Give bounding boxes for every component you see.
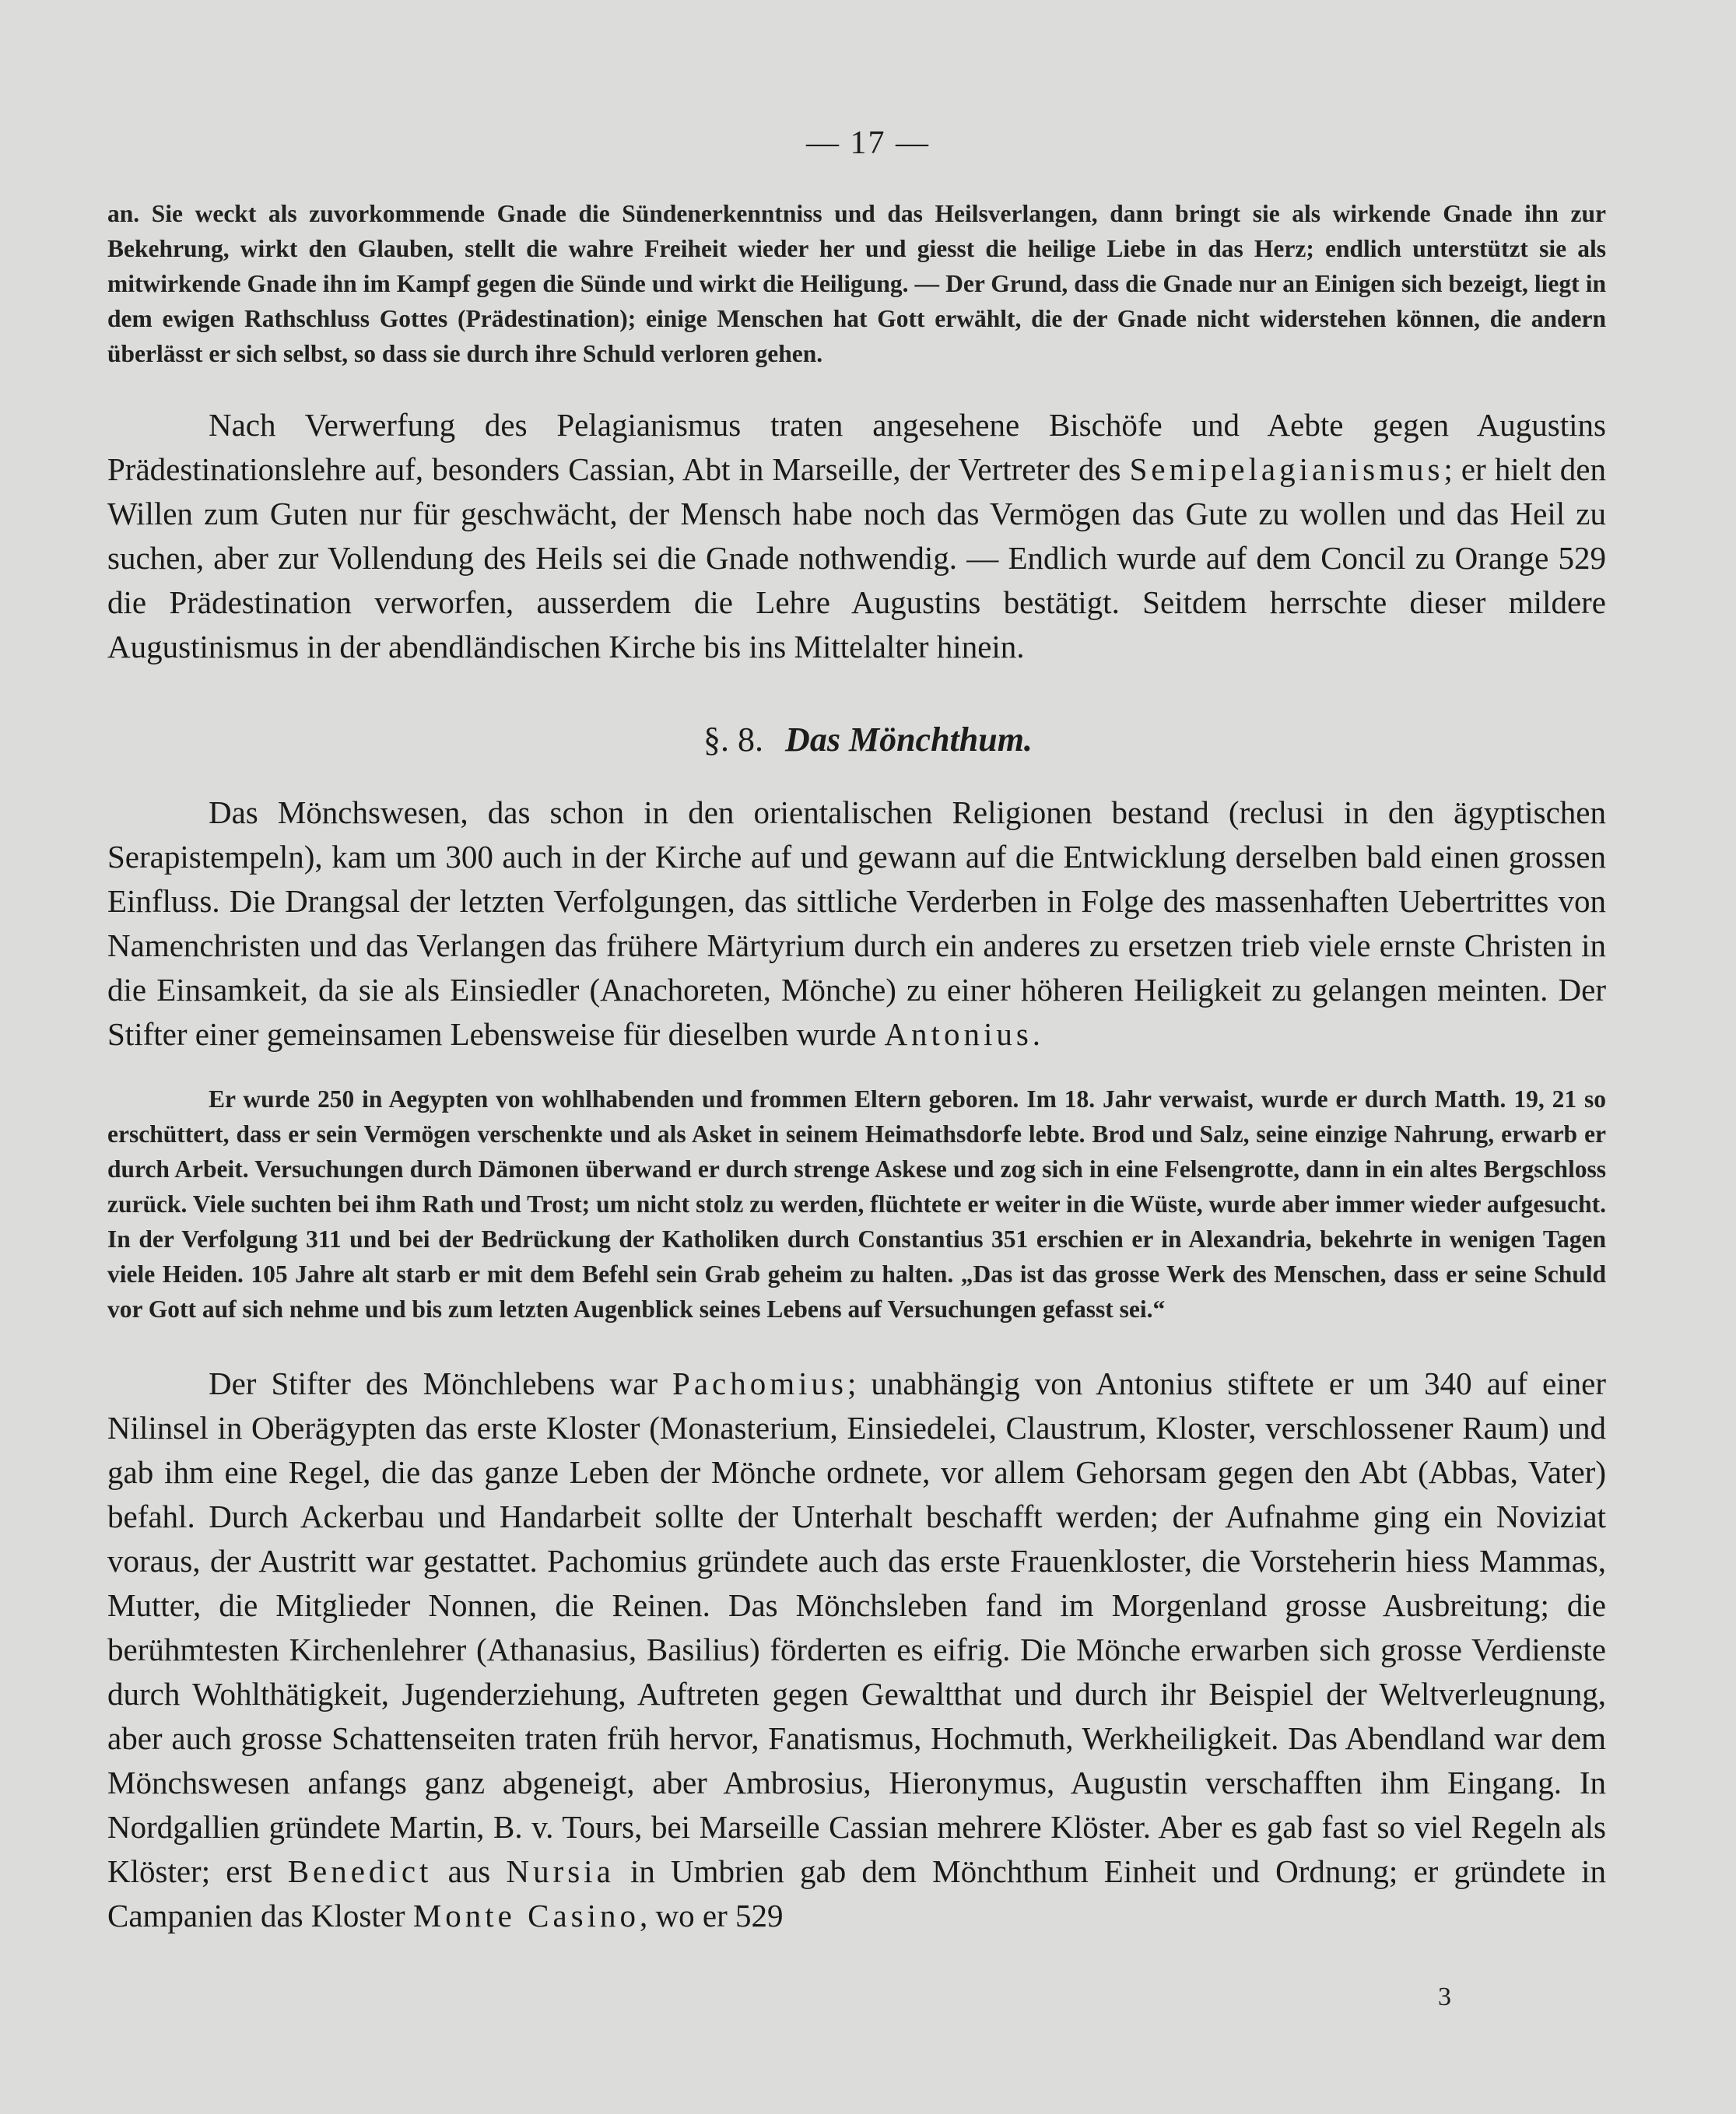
paragraph-text: Er wurde 250 in Aegypten von wohlhabenden und frommen Eltern geboren. Im 18. Jahr verwaist, wurde er durch Matth. 19, 21 so erschüttert, dass er sein Vermögen verschenkte und als Asket in seinem Heimathsdorfe lebte. Brod und Salz, seine einzige Nahrung, erwarb er durch Arbeit. Versuchungen durch Dämonen überwand er durch strenge Askese und zog sich in eine Felsengrotte, dann in ein altes Bergschloss zurück. Viele suchten bei ihm Rath und Trost; um nicht stolz zu werden, flüchtete er weiter in die Wüste, wurde aber immer wieder aufgesucht. In der Verfolgung 311 und bei der Bedrückung der Katholiken durch Constantius 351 erschien er in Alexandria, bekehrte in wenigen Tagen viele Heiden. 105 Jahre alt starb er mit dem Befehl sein Grab geheim zu halten. „Das ist das grosse Werk des Menschen, dass er seine Schuld vor Gott auf sich nehme und bis zum letzten Augenblick seines Lebens auf Versuchungen gefasst sei.“ bbox=[107, 1085, 1606, 1323]
paragraph-antonius-bio bbox=[107, 1082, 1606, 1327]
emphasis-semipelagianismus: Semipelagianismus bbox=[1129, 451, 1444, 487]
emphasis-antonius: Antonius bbox=[884, 1016, 1033, 1052]
paragraph-grace-doctrine bbox=[107, 196, 1606, 371]
paragraph-text bbox=[107, 791, 1606, 1057]
paragraph-text bbox=[107, 1362, 1606, 1938]
text-run: Das Mönchswesen, das schon in den orientalischen Religionen bestand (reclusi in den ägyptischen Serapistempeln), kam um 300 auch in der Kirche auf und gewann auf die Entwicklung derselben bald einen grossen Einfluss. Die Drangsal der letzten Verfolgungen, das sittliche Verderben in Folge des massenhaften Uebertrittes von Namenchristen und das Verlangen das frühere Märtyrium durch ein anderes zu ersetzen trieb viele ernste Christen in die Einsamkeit, da sie als Einsiedler (Anachoreten, Mönche) zu einer höheren Heiligkeit zu gelangen meinten. Der Stifter einer gemeinsamen Lebensweise für dieselben wurde bbox=[107, 794, 1606, 1052]
text-run: Der Stifter des Mönchlebens war bbox=[209, 1366, 673, 1401]
emphasis-nursia: Nursia bbox=[506, 1853, 615, 1889]
page-header: — 17 — bbox=[806, 125, 930, 161]
emphasis-benedict: Benedict bbox=[287, 1853, 433, 1889]
text-run: aus bbox=[432, 1853, 507, 1889]
paragraph-monasticism bbox=[107, 791, 1606, 1057]
emphasis-pachomius: Pachomius bbox=[672, 1366, 847, 1401]
paragraph-semipelagianism bbox=[107, 403, 1606, 669]
section-number: §. 8. bbox=[703, 720, 764, 759]
section-title: Das Mönchthum. bbox=[785, 720, 1033, 759]
signature-mark: 3 bbox=[1438, 1983, 1451, 2011]
text-run: . bbox=[1032, 1016, 1041, 1052]
paragraph-text: an. Sie weckt als zuvorkommende Gnade die Sündenerkenntniss und das Heilsverlangen, dann bringt sie als wirkende Gnade ihn zur Bekehrung, wirkt den Glauben, stellt die wahre Freiheit wieder her und giesst die heilige Liebe in das Herz; endlich unterstützt sie als mitwirkende Gnade ihn im Kampf gegen die Sünde und wirkt die Heiligung. — Der Grund, dass die Gnade nur an Einigen sich bezeigt, liegt in dem ewigen Rathschluss Gottes (Prädestination); einige Menschen hat Gott erwählt, die der Gnade nicht widerstehen können, die andern überlässt er sich selbst, so dass sie durch ihre Schuld verloren gehen. bbox=[107, 200, 1606, 367]
text-run: ; unabhängig von Antonius stiftete er um 340 auf einer Nilinsel in Oberägypten das erste Kloster (Monasterium, Einsiedelei, Claustrum, Kloster, verschlossener Raum) und gab ihm eine Regel, die das ganze Leben der Mönche ordnete, vor allem Gehorsam gegen den Abt (Abbas, Vater) befahl. Durch Ackerbau und Handarbeit sollte der Unterhalt beschafft werden; der Aufnahme ging ein Noviziat voraus, der Austritt war gestattet. Pachomius gründete auch das erste Frauenkloster, die Vorsteherin hiess Mammas, Mutter, die Mitglieder Nonnen, die Reinen. Das Mönchsleben fand im Morgenland grosse Ausbreitung; die berühmtesten Kirchenlehrer (Athanasius, Basilius) förderten es eifrig. Die Mönche erwarben sich grosse Verdienste durch Wohlthätigkeit, Jugenderziehung, Auftreten gegen Gewaltthat und durch ihr Beispiel der Weltverleugnung, aber auch grosse Schattenseiten traten früh hervor, Fanatismus, Hochmuth, Werkheiligkeit. Das Abendland war dem Mönchswesen anfangs ganz abgeneigt, aber Ambrosius, Hieronymus, Augustin verschafften ihm Eingang. In Nordgallien gründete Martin, B. v. Tours, bei Marseille Cassian mehrere Klöster. Aber es gab fast so viel Regeln als Klöster; erst bbox=[107, 1366, 1606, 1889]
text-run: , wo er 529 bbox=[640, 1898, 784, 1933]
section-heading bbox=[0, 720, 1736, 759]
emphasis-monte-casino: Monte Casino bbox=[412, 1898, 640, 1933]
text-run: Nach Verwerfung des Pelagianismus traten angesehene Bischöfe und Aebte gegen Augustins Prädestinationslehre auf, besonders Cassian, Abt in Marseille, der Vertreter des bbox=[107, 407, 1606, 487]
text-run: in Umbrien gab dem Mönchthum Einheit und Ordnung; er gründete in Campanien das Kloster bbox=[107, 1853, 1607, 1933]
paragraph-text bbox=[107, 403, 1606, 669]
text-run: ; er hielt den Willen zum Guten nur für geschwächt, der Mensch habe noch das Vermögen das Gute zu wollen und das Heil zu suchen, aber zur Vollendung des Heils sei die Gnade nothwendig. — Endlich wurde auf dem Concil zu Orange 529 die Prädestination verworfen, ausserdem die Lehre Augustins bestätigt. Seitdem herrschte dieser mildere Augustinismus in der abendländischen Kirche bis ins Mittelalter hinein. bbox=[107, 451, 1606, 664]
paragraph-pachomius bbox=[107, 1362, 1606, 1938]
